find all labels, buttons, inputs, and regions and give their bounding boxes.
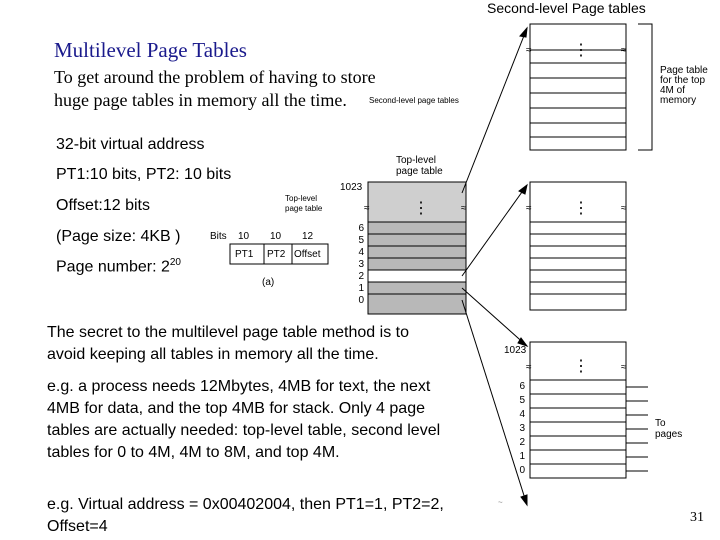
ellipsis-icon: ⋮: [413, 200, 429, 217]
top-index: 2: [358, 271, 364, 282]
corner-label: Second-level Page tables: [487, 0, 646, 16]
top-index-1023: 1023: [340, 182, 363, 193]
bullet-page-size: (Page size: 4KB ): [56, 228, 181, 245]
lower-index-1023: 1023: [504, 345, 527, 356]
bullet-virtual-address: 32-bit virtual address: [56, 136, 205, 153]
wavy-break-icon: ≈: [364, 203, 370, 214]
intro-text: To get around the problem of having to store huge page tables in memory all the time.: [54, 67, 376, 110]
lower-index: 3: [519, 423, 525, 434]
lower-index: 1: [519, 451, 525, 462]
example-paragraph-2: e.g. Virtual address = 0x00402004, then PT1=1, PT2=2, Offset=4: [47, 496, 444, 535]
bits-pt2: 10: [270, 231, 282, 242]
top-index: 1: [358, 283, 364, 294]
overlay-second-level-label: Second-level page tables: [369, 96, 459, 105]
lower-index: 5: [519, 395, 525, 406]
slide-number: 31: [690, 510, 704, 525]
bullet-pt-bits: PT1:10 bits, PT2: 10 bits: [56, 166, 232, 183]
lower-index: 6: [519, 381, 525, 392]
wavy-break-icon: ≈: [526, 203, 532, 214]
top-index: 4: [358, 247, 364, 258]
page-title: Multilevel Page Tables: [54, 38, 247, 62]
example-paragraph-1: e.g. a process needs 12Mbytes, 4MB for text, the next 4MB for data, and the top 4MB for stack. Only 4 page tables are actually needed: top-level table, second level tables for 0 to 4M, 4M to 8M, and top 4M.: [47, 378, 441, 461]
wavy-break-icon: ≈: [621, 45, 627, 56]
top-index: 5: [358, 235, 364, 246]
ellipsis-icon: ⋮: [573, 42, 589, 59]
lower-index: 0: [519, 465, 525, 476]
lower-index: 2: [519, 437, 525, 448]
page-table-top-label: Page table for the top 4M of memory: [660, 65, 708, 106]
wavy-break-icon: ≈: [526, 362, 532, 373]
wavy-break-icon: ≈: [526, 45, 532, 56]
lower-index: 4: [519, 409, 525, 420]
top-level-small-label: Top-level page table: [285, 194, 323, 213]
wavy-break-icon: ≈: [621, 362, 627, 373]
figure-a-label: (a): [262, 277, 275, 288]
bits-label: Bits: [210, 231, 227, 242]
top-index: 6: [358, 223, 364, 234]
field-pt1: PT1: [235, 249, 254, 260]
second-level-table-top: [530, 24, 652, 150]
bullet-page-number: Page number: $2^{20}$: [56, 257, 181, 276]
ellipsis-icon: ⋮: [573, 358, 589, 375]
stray-mark: ~: [498, 498, 503, 507]
field-offset: Offset: [294, 249, 321, 260]
bits-pt1: 10: [238, 231, 250, 242]
top-index: 0: [358, 295, 364, 306]
ellipsis-icon: ⋮: [573, 200, 589, 217]
to-pages-arrows: [626, 387, 648, 471]
top-level-label: Top-level page table: [396, 155, 443, 177]
wavy-break-icon: ≈: [621, 203, 627, 214]
top-index: 3: [358, 259, 364, 270]
wavy-break-icon: ≈: [461, 203, 467, 214]
to-pages-label: To pages: [655, 418, 683, 440]
bits-offset: 12: [302, 231, 314, 242]
field-pt2: PT2: [267, 249, 286, 260]
bullet-offset: Offset:12 bits: [56, 197, 150, 214]
secret-paragraph: The secret to the multilevel page table method is to avoid keeping all tables in memory all the time.: [47, 324, 409, 363]
